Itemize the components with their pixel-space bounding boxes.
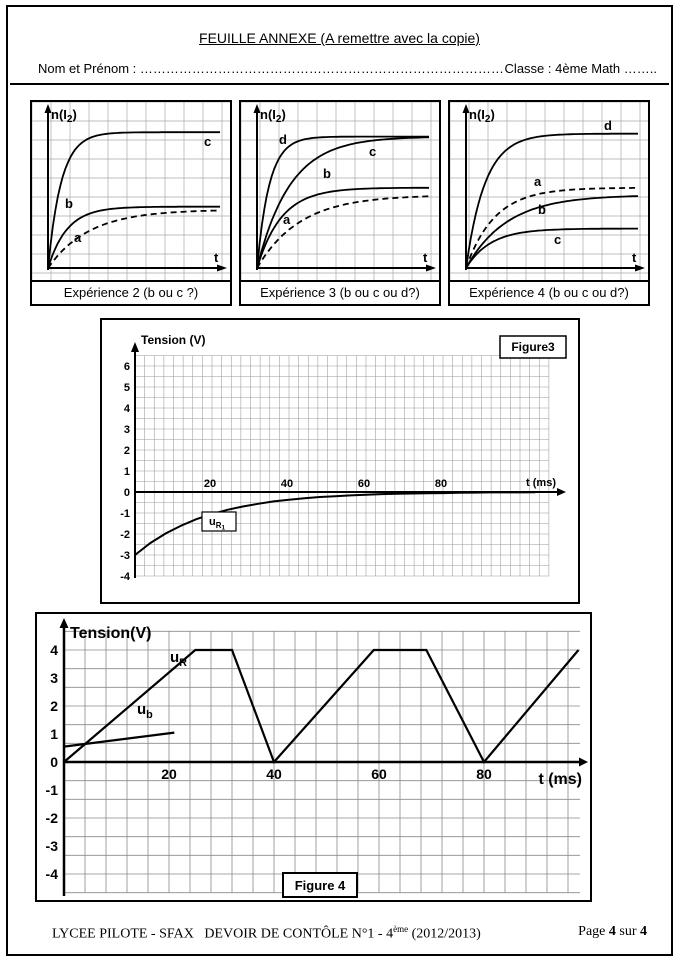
svg-text:t (ms): t (ms) [526, 477, 556, 489]
svg-text:0: 0 [50, 754, 58, 770]
svg-text:60: 60 [371, 766, 387, 782]
svg-text:d: d [604, 118, 612, 133]
figure-3-plot [100, 318, 580, 604]
svg-text:Figure 4: Figure 4 [294, 878, 346, 893]
svg-text:-4: -4 [120, 571, 130, 583]
footer-page-num: 4 [608, 924, 616, 939]
experiment-3-graph [239, 100, 441, 282]
footer-exam: DEVOIR DE CONTÔLE N°1 - 4 [204, 926, 394, 942]
experiment-3-panel [239, 100, 441, 306]
footer-year: (2012/2013) [408, 926, 481, 942]
title-note: (A remettre avec la copie) [316, 30, 480, 46]
svg-text:a: a [74, 230, 82, 245]
svg-text:b: b [65, 196, 73, 211]
svg-text:c: c [204, 134, 212, 149]
svg-text:ub: $u_b$ [137, 701, 153, 722]
svg-text:2: 2 [123, 445, 130, 457]
svg-text:d: d [279, 132, 287, 147]
svg-text:uR1: $u_R1$ [209, 516, 225, 532]
experiment-graphs-row [30, 100, 650, 306]
svg-text:20: 20 [203, 478, 217, 490]
svg-text:2: 2 [50, 698, 58, 714]
svg-text:t (ms): t (ms) [538, 771, 582, 788]
svg-text:-1: -1 [45, 782, 58, 798]
svg-text:3: 3 [50, 670, 58, 686]
footer-school: LYCEE PILOTE - SFAX [52, 926, 194, 942]
experiment-4-caption: Expérience 4 (b ou c ou d?) [448, 282, 650, 306]
svg-text:t: t [214, 250, 219, 265]
page-footer [30, 924, 647, 943]
svg-text:a: a [283, 212, 291, 227]
student-info-row [38, 61, 657, 76]
svg-text:1: 1 [50, 726, 58, 742]
svg-text:-3: -3 [45, 838, 58, 854]
svg-text:-4: -4 [45, 866, 58, 882]
experiment-4-graph [448, 100, 650, 282]
svg-text:80: 80 [476, 766, 492, 782]
experiment-2-caption: Expérience 2 (b ou c ?) [30, 282, 232, 306]
svg-text:n(I2): $n(I_2)$ [51, 107, 77, 125]
footer-page-sep: sur [615, 924, 640, 939]
svg-text:c: c [369, 144, 377, 159]
title-text [199, 30, 480, 46]
svg-text:n(I2): $n(I_2)$ [469, 107, 495, 125]
svg-text:20: 20 [161, 766, 177, 782]
svg-text:Tension (V): Tension (V) [141, 333, 206, 347]
name-field-label: Nom et Prénom : ………………………………………………………………………… [38, 61, 504, 76]
svg-text:-1: -1 [120, 508, 130, 520]
svg-text:t: t [632, 250, 637, 265]
experiment-2-panel [30, 100, 232, 306]
svg-text:80: 80 [434, 478, 448, 490]
svg-text:n(I2): $n(I_2)$ [260, 107, 286, 125]
svg-text:-2: -2 [120, 529, 130, 541]
svg-text:c: c [554, 232, 562, 247]
svg-text:b: b [538, 202, 546, 217]
footer-exam-info [30, 924, 481, 943]
footer-page-word: Page [578, 924, 609, 939]
svg-text:1: 1 [123, 466, 130, 478]
svg-text:Tension(V): Tension(V) [70, 625, 152, 642]
svg-text:60: 60 [357, 478, 371, 490]
svg-text:4: 4 [50, 642, 58, 658]
svg-text:40: 40 [266, 766, 282, 782]
experiment-3-caption: Expérience 3 (b ou c ou d?) [239, 282, 441, 306]
class-field-label: Classe : 4ème Math …….. [504, 61, 657, 76]
title-main: FEUILLE ANNEXE [199, 30, 317, 46]
svg-text:-2: -2 [45, 810, 58, 826]
page-title [0, 30, 679, 46]
svg-text:5: 5 [123, 382, 130, 394]
svg-text:Figure3: Figure3 [511, 340, 555, 354]
svg-text:a: a [534, 174, 542, 189]
header-divider [10, 83, 669, 85]
svg-text:3: 3 [123, 424, 130, 436]
svg-text:uR: $u_R$ [170, 649, 187, 670]
footer-exam-sup: ème [393, 924, 409, 934]
svg-text:t: t [423, 250, 428, 265]
svg-text:0: 0 [123, 487, 130, 499]
svg-text:6: 6 [123, 361, 130, 373]
svg-text:b: b [323, 166, 331, 181]
svg-text:-3: -3 [120, 550, 130, 562]
footer-page-total: 4 [640, 924, 647, 939]
footer-page-number [578, 924, 647, 943]
svg-text:4: 4 [123, 403, 130, 415]
figure-4-plot [35, 612, 592, 902]
experiment-4-panel [448, 100, 650, 306]
experiment-2-graph [30, 100, 232, 282]
svg-text:40: 40 [280, 478, 294, 490]
